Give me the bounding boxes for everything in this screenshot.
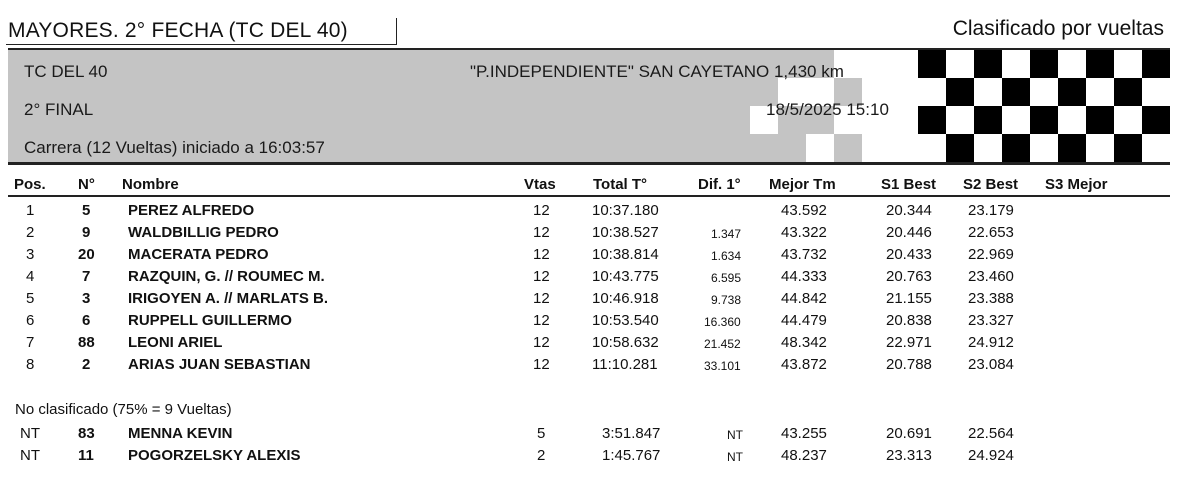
- results-table-header: [0, 176, 1178, 196]
- col-pos: Pos.: [14, 176, 46, 193]
- checker-square: [918, 134, 946, 162]
- cell-nombre: ARIAS JUAN SEBASTIAN: [128, 356, 311, 373]
- checker-square: [974, 106, 1002, 134]
- cell-vtas: 5: [537, 425, 546, 442]
- table-row: [0, 445, 1178, 467]
- col-mejor: Mejor Tm: [769, 176, 836, 193]
- table-row: [0, 310, 1178, 332]
- checker-square: [1114, 78, 1142, 106]
- cell-vtas: 12: [533, 246, 550, 263]
- cell-pos: 7: [26, 334, 35, 351]
- checker-square: [1002, 134, 1030, 162]
- cell-dif: 16.360: [704, 315, 741, 329]
- col-total: Total T°: [593, 176, 648, 193]
- cell-s2: 22.653: [968, 224, 1014, 241]
- cell-nombre: POGORZELSKY ALEXIS: [128, 447, 301, 464]
- checker-square: [946, 50, 974, 78]
- cell-dif: 9.738: [711, 293, 742, 307]
- cell-nombre: RAZQUIN, G. // ROUMEC M.: [128, 268, 325, 285]
- cell-num: 2: [82, 356, 91, 373]
- checker-square: [1058, 134, 1086, 162]
- col-s2: S2 Best: [963, 176, 1019, 193]
- cell-s1: 22.971: [886, 334, 932, 351]
- cell-pos: 1: [26, 202, 35, 219]
- cell-mejor: 44.479: [781, 312, 827, 329]
- table-row: [0, 288, 1178, 310]
- checker-square: [1002, 106, 1030, 134]
- checker-square: [1030, 134, 1058, 162]
- cell-s2: 22.564: [968, 425, 1014, 442]
- cell-pos: 4: [26, 268, 35, 285]
- cell-vtas: 2: [537, 447, 546, 464]
- cell-s1: 20.763: [886, 268, 932, 285]
- col-dif: Dif. 1°: [698, 176, 741, 193]
- table-row: [0, 200, 1178, 222]
- circuit-label: "P.INDEPENDIENTE" SAN CAYETANO 1,430 km: [470, 62, 844, 81]
- col-s1: S1 Best: [881, 176, 937, 193]
- checker-square: [974, 78, 1002, 106]
- event-banner: [8, 48, 1170, 165]
- cell-mejor: 43.872: [781, 356, 827, 373]
- cell-dif: 1.634: [711, 249, 742, 263]
- page-title: MAYORES. 2° FECHA (TC DEL 40): [6, 18, 397, 45]
- cell-num: 88: [78, 334, 95, 351]
- cell-s2: 23.460: [968, 268, 1014, 285]
- cell-pos: 6: [26, 312, 35, 329]
- checker-square: [862, 50, 890, 78]
- checker-square: [946, 134, 974, 162]
- cell-pos: 2: [26, 224, 35, 241]
- checker-square: [1086, 78, 1114, 106]
- checker-square: [1114, 50, 1142, 78]
- cell-total: 10:43.775: [592, 268, 659, 285]
- checker-square: [890, 134, 918, 162]
- race-info-label: Carrera (12 Vueltas) iniciado a 16:03:57: [24, 138, 325, 157]
- table-row: [0, 266, 1178, 288]
- cell-s2: 24.912: [968, 334, 1014, 351]
- cell-nombre: MENNA KEVIN: [128, 425, 233, 442]
- cell-total: 11:10.281: [592, 356, 658, 373]
- cell-total: 1:45.767: [602, 447, 661, 464]
- cell-num: 11: [78, 447, 94, 464]
- cell-s2: 24.924: [968, 447, 1014, 464]
- cell-total: 10:53.540: [592, 312, 659, 329]
- cell-s2: 23.327: [968, 312, 1014, 329]
- cell-s1: 20.691: [886, 425, 932, 442]
- cell-total: 10:37.180: [592, 202, 659, 219]
- cell-pos: 8: [26, 356, 35, 373]
- checker-square: [946, 106, 974, 134]
- page-subtitle: Clasificado por vueltas: [952, 17, 1164, 40]
- session-label: 2° FINAL: [24, 100, 94, 119]
- cell-nombre: LEONI ARIEL: [128, 334, 223, 351]
- cell-s1: 20.433: [886, 246, 932, 263]
- table-row: [0, 332, 1178, 354]
- cell-s2: 22.969: [968, 246, 1014, 263]
- cell-total: 10:58.632: [592, 334, 659, 351]
- cell-num: 83: [78, 425, 95, 442]
- cell-s1: 20.344: [886, 202, 932, 219]
- cell-dif: NT: [727, 450, 743, 464]
- cell-mejor: 43.322: [781, 224, 827, 241]
- checker-square: [1030, 78, 1058, 106]
- table-row: [0, 354, 1178, 376]
- cell-dif: NT: [727, 428, 743, 442]
- cell-s1: 20.788: [886, 356, 932, 373]
- cell-vtas: 12: [533, 224, 550, 241]
- cell-s2: 23.179: [968, 202, 1014, 219]
- cell-vtas: 12: [533, 268, 550, 285]
- checker-square: [946, 78, 974, 106]
- cell-mejor: 44.842: [781, 290, 827, 307]
- cell-mejor: 43.592: [781, 202, 827, 219]
- checker-square: [1002, 78, 1030, 106]
- header-divider: [8, 195, 1170, 197]
- checker-square: [890, 106, 918, 134]
- category-label: TC DEL 40: [24, 62, 108, 81]
- cell-mejor: 48.237: [781, 447, 827, 464]
- cell-vtas: 12: [533, 356, 550, 373]
- cell-num: 9: [82, 224, 91, 241]
- cell-nombre: MACERATA PEDRO: [128, 246, 269, 263]
- checker-square: [806, 134, 834, 162]
- table-row: [0, 244, 1178, 266]
- cell-num: 6: [82, 312, 91, 329]
- checker-square: [1086, 134, 1114, 162]
- checker-square: [918, 78, 946, 106]
- checker-square: [1030, 50, 1058, 78]
- cell-num: 3: [82, 290, 91, 307]
- checker-square: [1142, 134, 1170, 162]
- checker-square: [1058, 78, 1086, 106]
- checker-square: [890, 50, 918, 78]
- col-s3: S3 Mejor: [1045, 176, 1108, 193]
- datetime-label: 18/5/2025 15:10: [766, 100, 889, 119]
- col-nombre: Nombre: [122, 176, 179, 193]
- cell-s2: 23.084: [968, 356, 1014, 373]
- not-classified-label: No clasificado (75% = 9 Vueltas): [15, 401, 232, 418]
- checker-square: [1002, 50, 1030, 78]
- cell-dif: 33.101: [704, 359, 741, 373]
- cell-mejor: 43.732: [781, 246, 827, 263]
- table-row: [0, 423, 1178, 445]
- table-row: [0, 222, 1178, 244]
- checker-square: [974, 50, 1002, 78]
- cell-pos: NT: [20, 447, 40, 464]
- cell-total: 10:38.814: [592, 246, 659, 263]
- cell-num: 5: [82, 202, 91, 219]
- cell-nombre: WALDBILLIG PEDRO: [128, 224, 279, 241]
- cell-mejor: 48.342: [781, 334, 827, 351]
- cell-total: 3:51.847: [602, 425, 661, 442]
- cell-s2: 23.388: [968, 290, 1014, 307]
- checker-square: [1142, 50, 1170, 78]
- cell-s1: 23.313: [886, 447, 932, 464]
- cell-s1: 20.446: [886, 224, 932, 241]
- cell-vtas: 12: [533, 334, 550, 351]
- checker-square: [974, 134, 1002, 162]
- checker-square: [1058, 106, 1086, 134]
- checker-square: [918, 50, 946, 78]
- checker-square: [1058, 50, 1086, 78]
- cell-nombre: PEREZ ALFREDO: [128, 202, 255, 219]
- cell-vtas: 12: [533, 290, 550, 307]
- cell-vtas: 12: [533, 202, 550, 219]
- cell-total: 10:46.918: [592, 290, 659, 307]
- cell-dif: 1.347: [711, 227, 742, 241]
- col-vtas: Vtas: [524, 176, 556, 193]
- checker-square: [1114, 106, 1142, 134]
- cell-vtas: 12: [533, 312, 550, 329]
- checker-square: [918, 106, 946, 134]
- cell-dif: 21.452: [704, 337, 741, 351]
- cell-num: 7: [82, 268, 91, 285]
- checker-square: [890, 78, 918, 106]
- checker-square: [862, 134, 890, 162]
- cell-s1: 21.155: [886, 290, 932, 307]
- checker-square: [1030, 106, 1058, 134]
- checker-square: [1114, 134, 1142, 162]
- cell-pos: 3: [26, 246, 35, 263]
- checker-square: [1142, 78, 1170, 106]
- cell-num: 20: [78, 246, 95, 263]
- cell-s1: 20.838: [886, 312, 932, 329]
- cell-dif: 6.595: [711, 271, 742, 285]
- cell-nombre: IRIGOYEN A. // MARLATS B.: [128, 290, 329, 307]
- checker-square: [1142, 106, 1170, 134]
- title-row: [0, 14, 1178, 46]
- cell-pos: NT: [20, 425, 40, 442]
- cell-pos: 5: [26, 290, 35, 307]
- cell-mejor: 44.333: [781, 268, 827, 285]
- checker-square: [1086, 50, 1114, 78]
- cell-total: 10:38.527: [592, 224, 659, 241]
- cell-nombre: RUPPELL GUILLERMO: [128, 312, 292, 329]
- cell-mejor: 43.255: [781, 425, 827, 442]
- col-num: N°: [78, 176, 95, 193]
- checker-square: [1086, 106, 1114, 134]
